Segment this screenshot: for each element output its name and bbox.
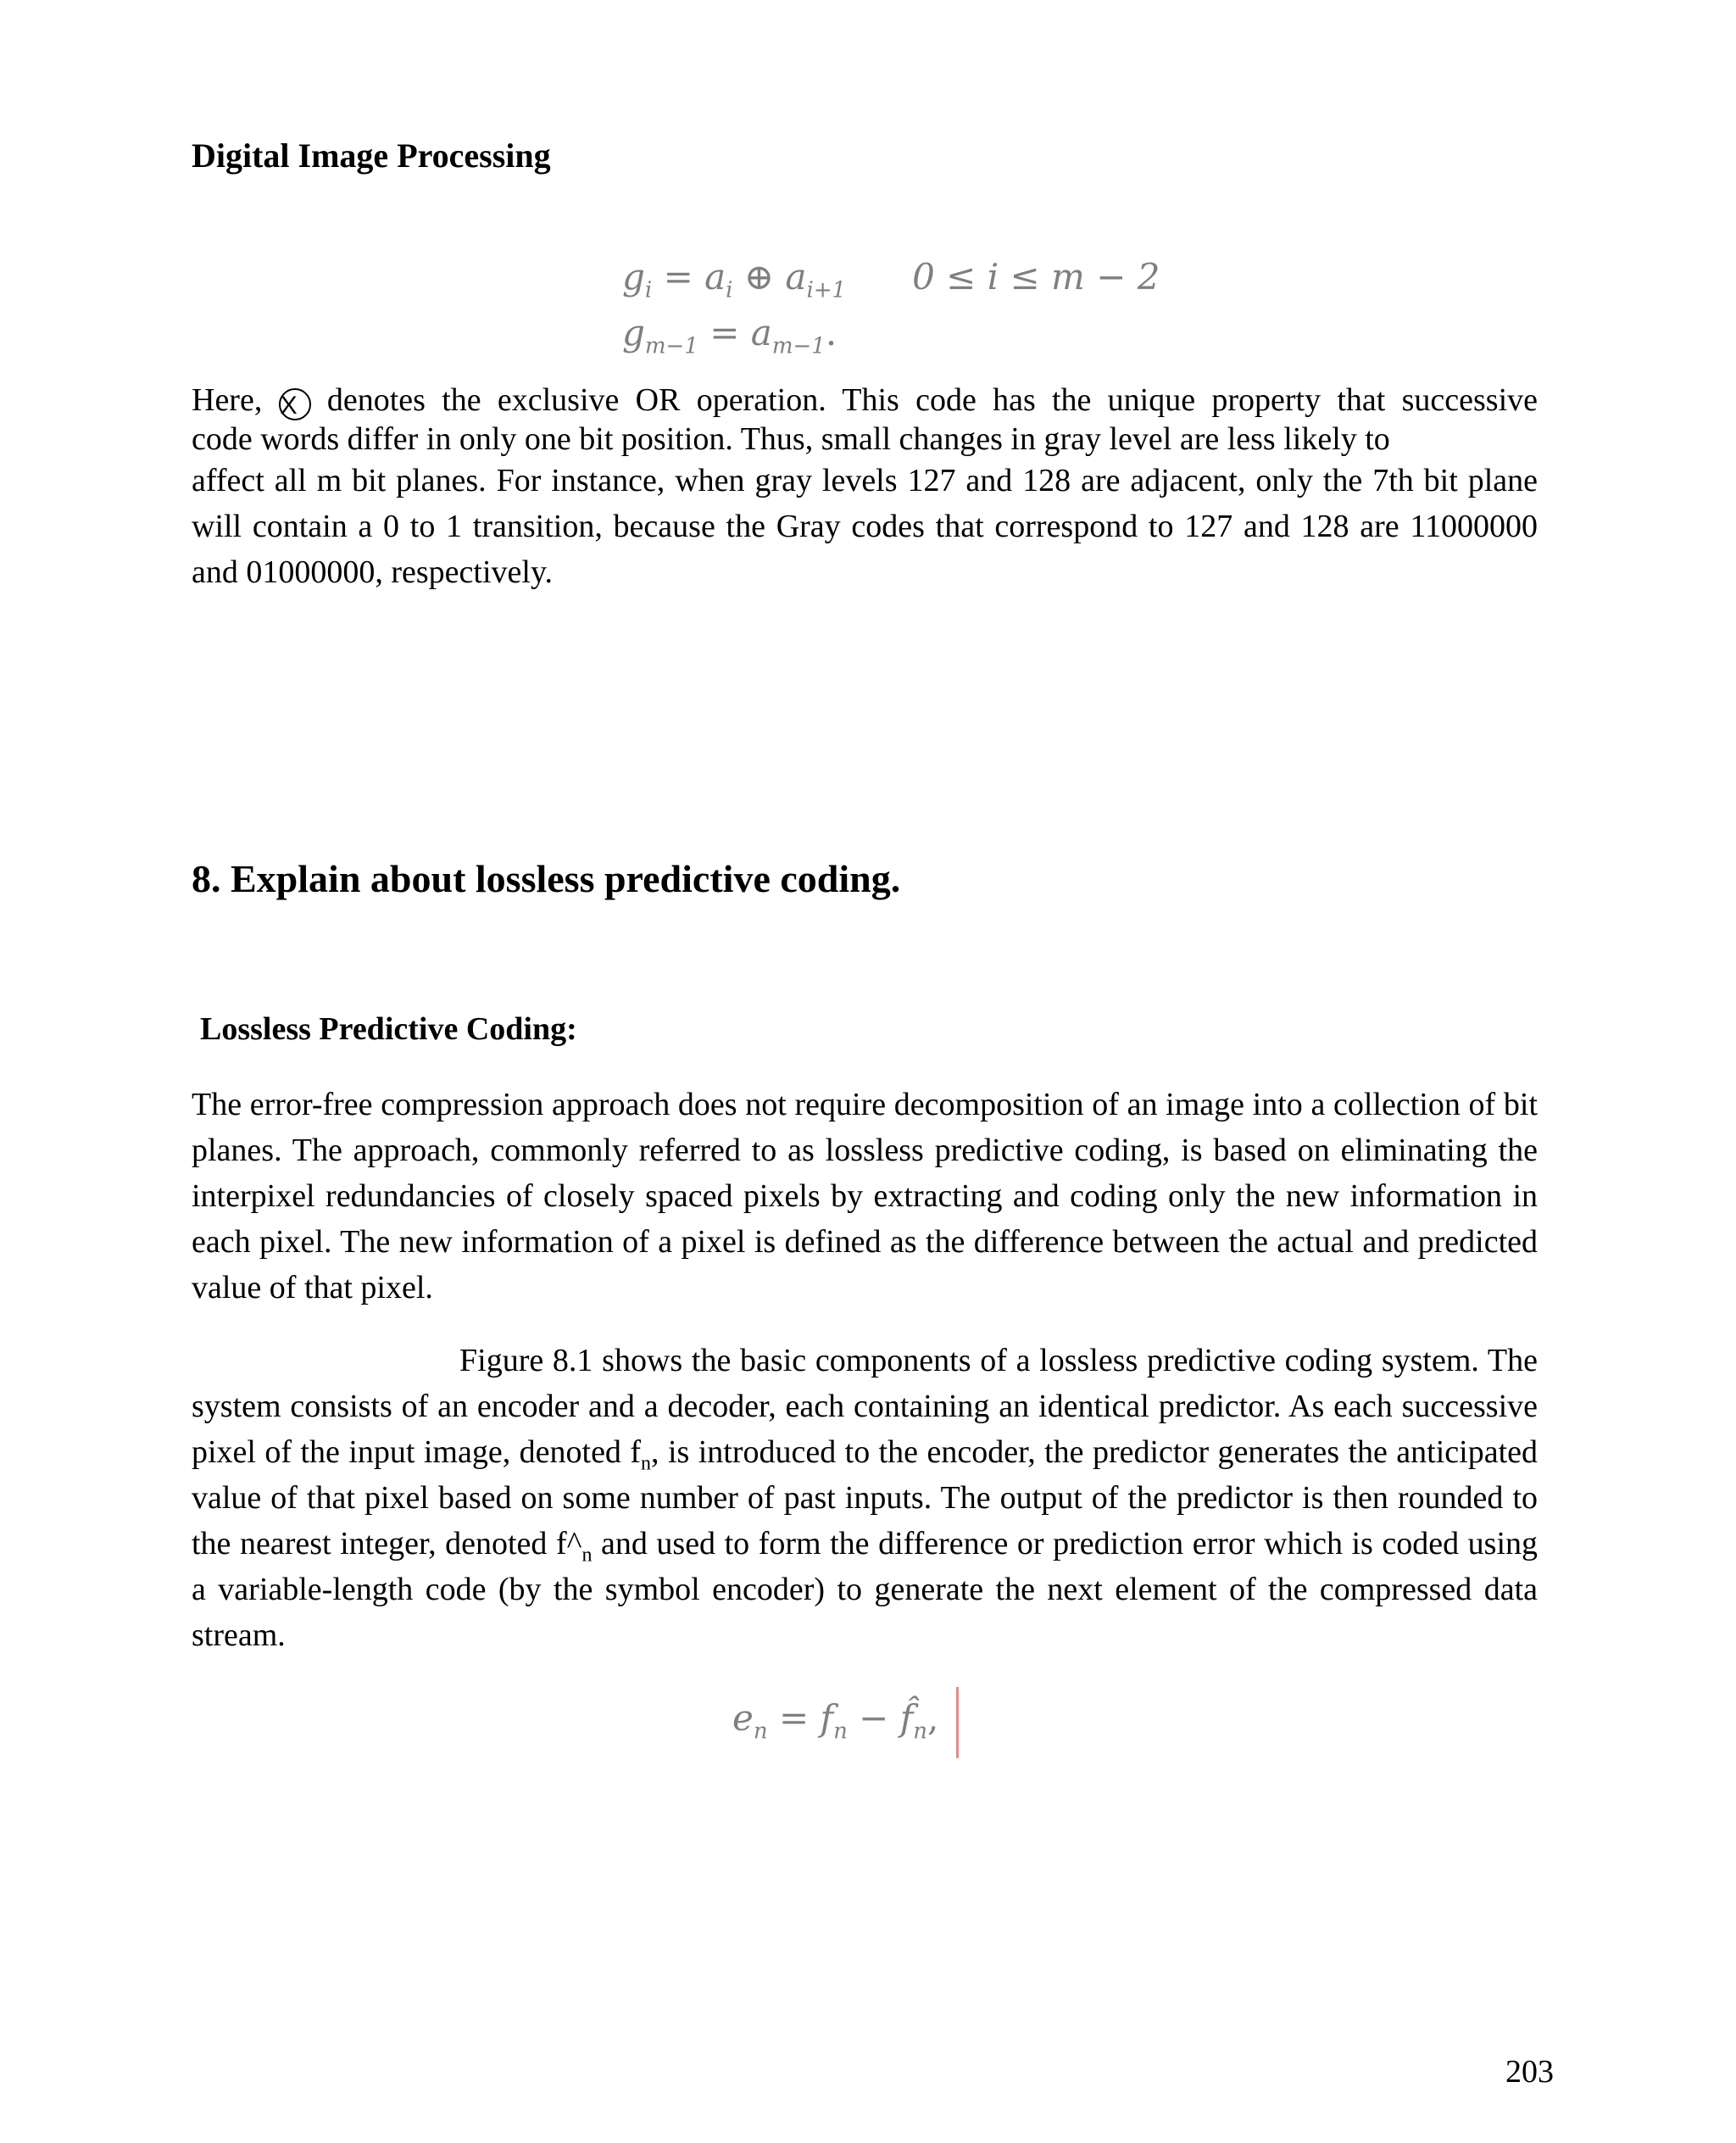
- eq-subscript: i: [644, 277, 653, 303]
- paragraph-line: code words differ in only one bit position. Thus, small changes in gray level are less likely to: [192, 421, 1390, 457]
- eq-symbol: f̂: [899, 1697, 914, 1739]
- eq-operator: =: [652, 256, 705, 298]
- eq-subscript: m−1: [771, 333, 826, 359]
- figure-description-paragraph: [192, 1338, 1538, 1658]
- eq-condition: 0 ≤ i ≤ m − 2: [912, 256, 1160, 298]
- paragraph-text: affect all m bit planes. For instance, when gray levels 127 and 128 are adjacent, only the 7th bit plane will contain a 0 to 1 transition, because the Gray codes that correspond to 127 and 128 are 11000000 and 01000000, respectively.: [192, 463, 1538, 590]
- gray-code-paragraph: [192, 380, 1538, 595]
- section-heading: Lossless Predictive Coding:: [200, 1011, 577, 1047]
- eq-symbol: e: [732, 1697, 754, 1739]
- eq-symbol: g: [622, 312, 645, 353]
- paragraph-text: , is introduced to the encoder, the predictor generates the anticipated value of that pixel based on some number of past inputs. The output of the predictor is then rounded to the nearest integer, denoted f^: [192, 1434, 1538, 1561]
- paragraph-text: Here,: [192, 382, 279, 418]
- paragraph-line: [192, 380, 1538, 420]
- question-heading: 8. Explain about lossless predictive coding.: [192, 857, 901, 900]
- eq-operator: =: [767, 1697, 821, 1739]
- eq-subscript: n: [913, 1718, 928, 1745]
- eq-subscript: n: [833, 1718, 848, 1745]
- eq-punctuation: .: [825, 312, 837, 353]
- paragraph-text: and used to form the difference or prediction error which is coded using a variable-length code (by the symbol encoder) to generate the next element of the compressed data stream.: [192, 1526, 1538, 1653]
- eq-punctuation: ,: [927, 1697, 939, 1739]
- eq-symbol: a: [785, 256, 807, 298]
- eq-symbol: a: [704, 256, 726, 298]
- text-cursor-mark: [956, 1687, 959, 1758]
- eq-operator: −: [847, 1697, 900, 1739]
- xor-operator: ⊕: [732, 256, 786, 298]
- gray-code-equation-line-2: [622, 312, 837, 359]
- eq-symbol: a: [750, 312, 772, 353]
- eq-subscript: i: [726, 277, 733, 303]
- subscript: n: [641, 1452, 652, 1475]
- eq-subscript: i+1: [806, 277, 847, 303]
- subscript: n: [581, 1544, 593, 1567]
- eq-operator: =: [698, 312, 751, 353]
- page-number: 203: [1505, 2054, 1554, 2090]
- intro-paragraph: The error-free compression approach does not require decomposition of an image into a collection of bit planes. The approach, commonly referred to as lossless predictive coding, is based on eliminating the interpixel redundancies of closely spaced pixels by extracting and coding only the new information in each pixel. The new information of a pixel is defined as the difference between the actual and predicted value of that pixel.: [192, 1087, 1538, 1305]
- prediction-error-equation: [732, 1697, 938, 1744]
- eq-subscript: m−1: [644, 333, 698, 359]
- gray-code-equation-line-1: [622, 256, 1160, 303]
- running-header: Digital Image Processing: [192, 136, 551, 175]
- paragraph-text: denotes the exclusive OR operation. This code has the unique property that successive: [310, 382, 1538, 418]
- eq-symbol: f: [820, 1697, 834, 1739]
- xor-circle-icon: X: [279, 388, 311, 420]
- paragraph-text: Figure 8.1 shows the basic components of a lossless predictive coding system. The system consists of an encoder and a decoder, each containing an identical predictor. As each successive pixel of the input image, denoted f: [192, 1343, 1538, 1470]
- eq-subscript: n: [753, 1718, 768, 1745]
- eq-symbol: g: [622, 256, 645, 298]
